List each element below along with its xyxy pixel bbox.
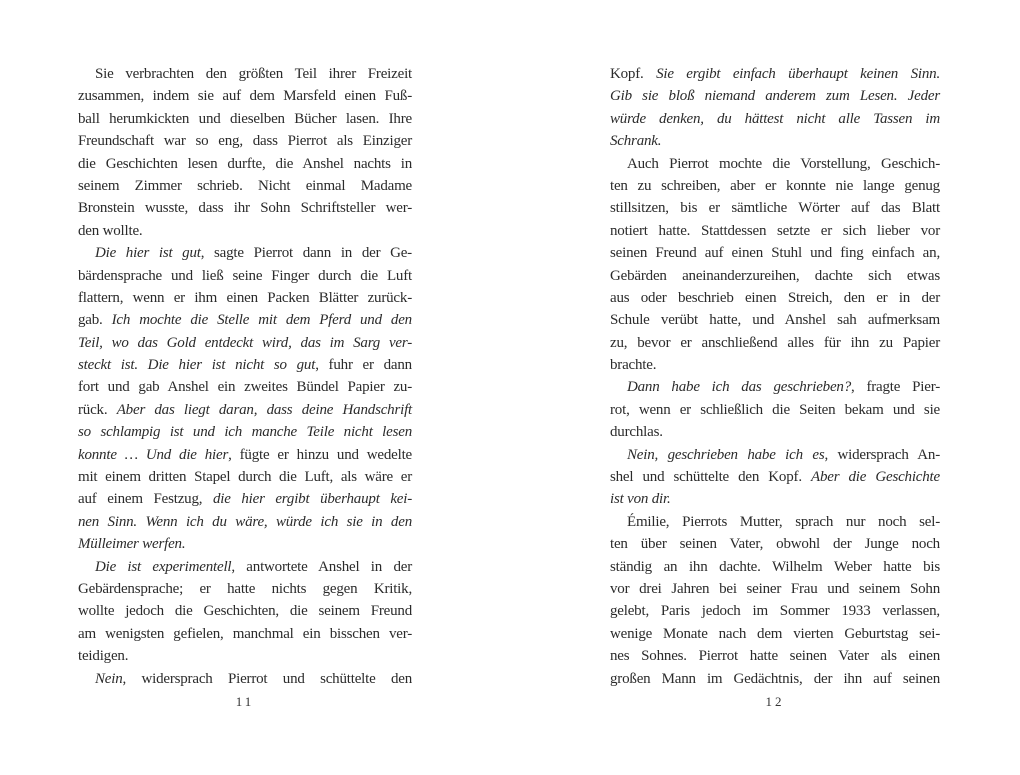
text-line: durchlas. xyxy=(610,424,663,441)
text-line: teidigen. xyxy=(78,648,129,665)
text-line: vor drei Jahren bei seiner Frau und seinem Sohn xyxy=(610,580,940,597)
text-line: gelebt, Paris jedoch im Sommer 1933 verlassen, xyxy=(610,603,940,620)
text-line: flattern, wenn er ihm einen Packen Blätter zurück- xyxy=(78,289,412,306)
text-line: zu, bevor er anschließend alles für ihn zu Papier xyxy=(610,334,940,351)
text-line: steckt ist. Die hier ist nicht so gut, fuhr er dann xyxy=(78,357,412,374)
page-left-text xyxy=(78,63,412,690)
text-line: Freundschaft war so eng, dass Pierrot als Einziger xyxy=(78,133,412,150)
text-line: Mülleimer werfen. xyxy=(78,536,186,553)
text-line: Bronstein wusste, dass ihr Sohn Schriftsteller wer- xyxy=(78,200,412,217)
text-line: aus oder beschrieb einen Streich, den er in der xyxy=(610,289,940,306)
text-line: fort und gab Anshel ein zweites Bündel Papier zu- xyxy=(78,379,412,396)
text-line: Teil, wo das Gold entdeckt wird, das im Sarg ver- xyxy=(78,334,412,351)
text-line: Schule verübt hatte, und Anshel sah aufmerksam xyxy=(610,312,940,329)
page-number-left: 11 xyxy=(235,694,255,709)
text-line: Auch Pierrot mochte die Vorstellung, Geschich- xyxy=(627,155,940,172)
text-line: so schlampig ist und ich manche Teile nicht lesen xyxy=(78,424,412,441)
text-line: Gib sie bloß niemand anderem zum Lesen. Jeder xyxy=(610,88,940,105)
text-line: ist von dir. xyxy=(610,491,671,508)
text-line: großen Mann im Gedächtnis, der ihn auf seinen xyxy=(610,670,940,687)
text-line: den wollte. xyxy=(78,222,143,239)
text-line: nen Sinn. Wenn ich du wäre, würde ich sie in den xyxy=(78,513,412,530)
text-line: Gebärdensprache; er hatte nichts gegen Kritik, xyxy=(78,580,412,597)
text-line: stillsitzen, bis er sämtliche Wörter auf das Blatt xyxy=(610,200,940,217)
page-right-text xyxy=(610,63,940,690)
text-line: Nein, widersprach Pierrot und schüttelte den xyxy=(95,670,412,687)
text-line: rot, wenn er schließlich die Seiten bekam und sie xyxy=(610,401,940,418)
text-line: ständig an ihn dachte. Wilhelm Weber hatte bis xyxy=(610,558,940,575)
text-line: Die hier ist gut, sagte Pierrot dann in der Ge- xyxy=(95,245,412,262)
text-line: wenige Monate nach dem vierten Geburtstag sei- xyxy=(610,625,940,642)
text-line: Kopf. Sie ergibt einfach überhaupt keinen Sinn. xyxy=(610,66,941,82)
text-line: seinen Freund auf einen Stuhl und fing einfach an, xyxy=(610,245,940,262)
text-line: Dann habe ich das geschrieben?, fragte Pier- xyxy=(627,379,940,396)
text-line: konnte … Und die hier, fügte er hinzu und wedelte xyxy=(78,446,412,463)
text-line: notiert hatte. Stattdessen setzte er sich lieber vor xyxy=(610,222,940,239)
text-line: ball herumkickten und dieselben Bücher lasen. Ihre xyxy=(78,110,412,127)
text-line: auf einem Festzug, die hier ergibt überhaupt kei- xyxy=(78,491,412,508)
text-line: brachte. xyxy=(610,357,657,374)
page-number-right: 12 xyxy=(765,694,785,709)
text-line: Sie verbrachten den größten Teil ihrer Freizeit xyxy=(95,66,412,82)
text-line: Émilie, Pierrots Mutter, sprach nur noch sel- xyxy=(627,513,940,530)
text-line: ten zu schreiben, aber er konnte nie lange genug xyxy=(610,177,940,194)
text-line: Gebärden aneinanderzureihen, dachte sich etwas xyxy=(610,267,940,284)
text-line: bärdensprache und ließ seine Finger durch die Luft xyxy=(78,267,412,284)
text-line: wollte jedoch die Geschichten, die seinem Freund xyxy=(78,603,412,620)
text-line: rück. Aber das liegt daran, dass deine Handschrift xyxy=(78,401,413,418)
text-line: nes Sohnes. Pierrot hatte seinen Vater als einen xyxy=(610,648,940,665)
text-line: Schrank. xyxy=(610,133,662,150)
text-line: Die ist experimentell, antwortete Anshel in der xyxy=(95,558,412,575)
text-line: gab. Ich mochte die Stelle mit dem Pferd und den xyxy=(78,312,412,329)
text-line: Nein, geschrieben habe ich es, widersprach An- xyxy=(627,446,941,463)
text-line: die Geschichten lesen durfte, die Anshel nachts in xyxy=(78,155,412,172)
text-line: würde denken, du hättest nicht alle Tassen im xyxy=(610,110,940,127)
text-line: ten über seinen Vater, obwohl der Junge noch xyxy=(610,536,940,553)
text-line: am wenigsten gefielen, manchmal ein bisschen ver- xyxy=(78,625,412,642)
text-line: seinem Zimmer schrieb. Nicht einmal Madame xyxy=(78,177,412,194)
text-line: zusammen, indem sie auf dem Marsfeld einen Fuß- xyxy=(78,88,412,105)
text-line: mit einem dritten Stapel durch die Luft, als wäre er xyxy=(78,469,412,486)
text-line: shel und schüttelte den Kopf. Aber die Geschichte xyxy=(610,469,940,486)
